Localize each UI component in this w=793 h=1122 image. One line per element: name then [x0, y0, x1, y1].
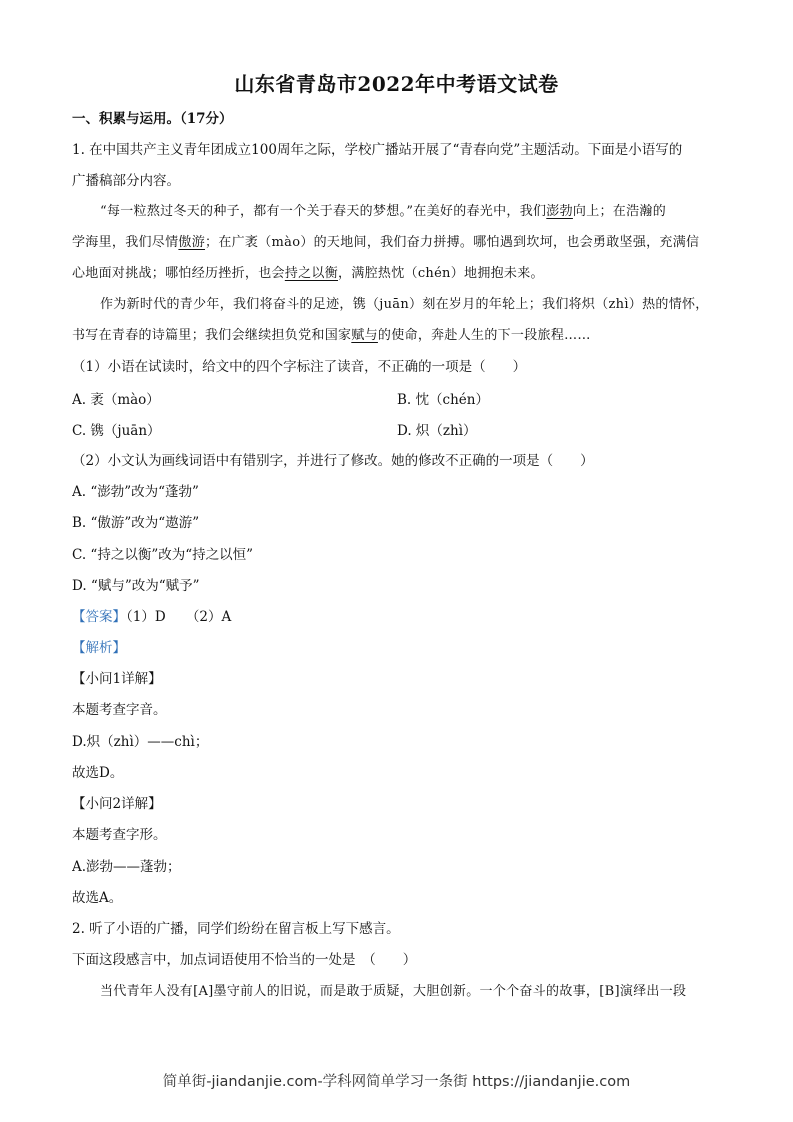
page-title: 山东省青岛市2022年中考语文试卷	[234, 72, 559, 96]
detail-text: 本题考查字音。	[72, 702, 167, 718]
detail-heading: 【小问2详解】	[72, 796, 162, 812]
passage-line	[72, 326, 729, 346]
passage-text: 书写在青春的诗篇里；我们会继续担负党和国家	[72, 328, 352, 343]
passage-line	[72, 233, 729, 253]
passage-line: 作为新时代的青少年，我们将奋斗的足迹，镌（juān）刻在岁月的年轮上；我们将炽（zhì）热的情怀，	[100, 297, 709, 312]
detail-text: 本题考查字形。	[72, 827, 167, 843]
option-b: B. 忱（chén）	[397, 392, 489, 408]
passage-text: ，满腔热忱（chén）地拥抱未来。	[338, 266, 544, 281]
passage-text: ；在广袤（mào）的天地间，我们奋力拼搏。哪怕遇到坎坷，也会勇敢坚强，充满信	[205, 235, 700, 250]
sub-question-2: （2）小文认为画线词语中有错别字，并进行了修改。她的修改不正确的一项是（ ）	[72, 453, 594, 469]
question-2-prompt: 下面这段感言中，加点词语使用不恰当的一处是 （ ）	[72, 952, 417, 968]
passage-text: “每一粒熬过冬天的种子，都有一个关于春天的梦想。”在美好的春光中，我们	[100, 204, 547, 219]
option-a: A. “澎勃”改为“蓬勃”	[72, 484, 199, 500]
analysis-label: 【解析】	[72, 640, 126, 656]
option-d: D. 炽（zhì）	[397, 423, 477, 439]
question-1-stem-line2: 广播稿部分内容。	[72, 173, 180, 189]
option-c: C. “持之以衡”改为“持之以恒”	[72, 547, 254, 563]
answer-line	[72, 607, 729, 627]
question-1-stem-line1: 1. 在中国共产主义青年团成立100周年之际，学校广播站开展了“青春向党”主题活动。下面是小语写的	[72, 142, 683, 158]
passage-text: 学海里，我们尽情	[72, 235, 179, 250]
section-heading: 一、积累与运用。（17分）	[72, 111, 233, 127]
detail-heading: 【小问1详解】	[72, 671, 162, 687]
detail-text: 故选A。	[72, 890, 123, 906]
passage-line	[72, 264, 729, 284]
passage-text: 的使命，奔赴人生的下一段旅程……	[377, 328, 591, 343]
underlined-word: 澎勃	[546, 204, 573, 219]
passage-line	[100, 202, 729, 222]
underlined-word: 持之以衡	[284, 266, 339, 281]
underlined-word: 赋与	[351, 328, 378, 343]
option-row	[72, 421, 729, 441]
option-c: C. 镌（juān）	[72, 423, 161, 439]
passage-text: 向上；在浩瀚的	[572, 204, 667, 219]
sub-question-1: （1）小语在试读时，给文中的四个字标注了读音，不正确的一项是（ ）	[72, 359, 527, 375]
underlined-word: 傲游	[178, 235, 206, 250]
option-row	[72, 390, 729, 410]
page-footer: 简单街-jiandanjie.com-学科网简单学习一条街 https://jiandanjie.com	[162, 1074, 631, 1090]
detail-text: A.澎勃——蓬勃；	[72, 859, 181, 875]
passage-text: 心地面对挑战；哪怕经历挫折，也会	[72, 266, 285, 281]
answer-label: 【答案】	[72, 609, 126, 625]
option-b: B. “傲游”改为“遨游”	[72, 515, 200, 531]
detail-text: 故选D。	[72, 765, 124, 781]
detail-text: D.炽（zhì）——chì；	[72, 734, 209, 750]
option-d: D. “赋与”改为“赋予”	[72, 578, 200, 594]
answer-text: （1）D （2）A	[126, 609, 232, 625]
question-2-stem: 2. 听了小语的广播，同学们纷纷在留言板上写下感言。	[72, 921, 400, 937]
passage-line: 当代青年人没有[A]墨守前人的旧说，而是敢于质疑，大胆创新。一个个奋斗的故事，[B]演绎出一段	[100, 984, 687, 999]
option-a: A. 袤（mào）	[72, 392, 160, 408]
